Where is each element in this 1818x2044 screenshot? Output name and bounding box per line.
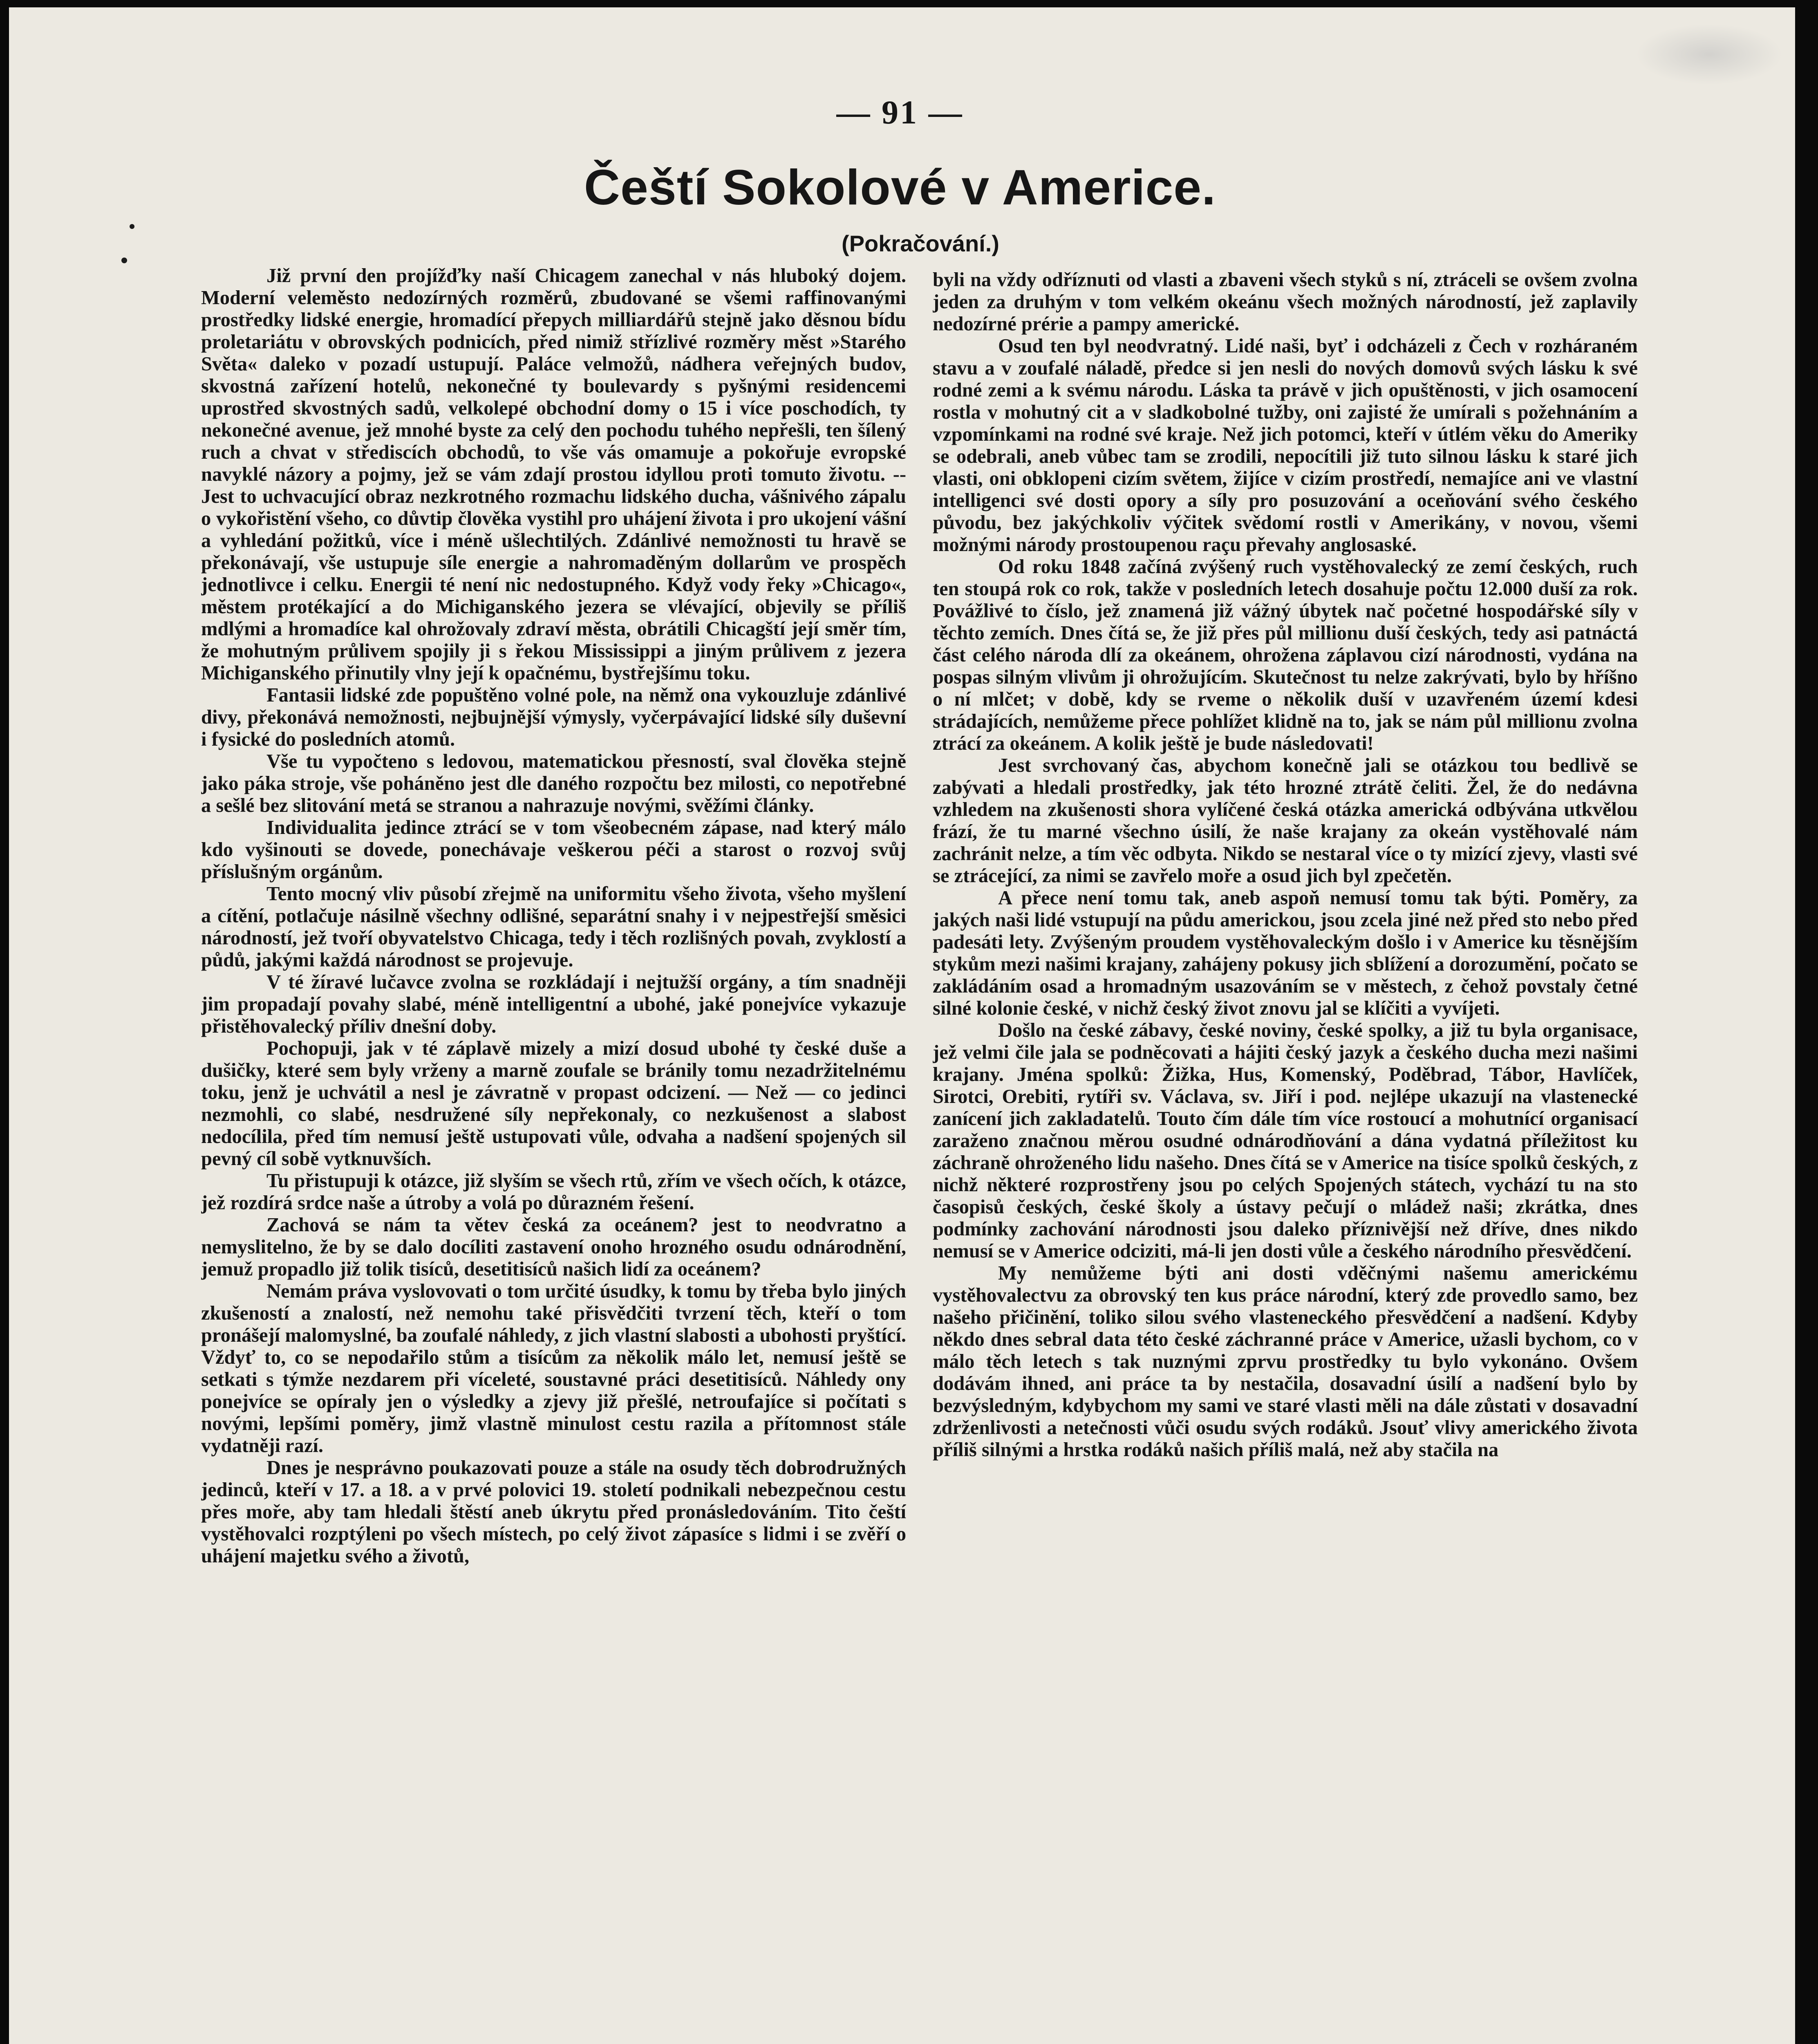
paragraph: Zachová se nám ta větev česká za oceánem? jest to neodvratno a nemyslitelno, že by se dalo docíliti zastavení onoho hrozného osudu odnárodnění, jemuž propadlo již tolik tisíců, desetitisíců našich lidí za oceánem?	[201, 1214, 906, 1280]
paragraph: Fantasii lidské zde popuštěno volné pole, na němž ona vykouzluje zdánlivé divy, překonává nemožnosti, nejbujnější výmysly, vyčerpávající lidské síly duševní i fysické do posledních atomů.	[201, 684, 906, 750]
paragraph: Tu přistupuji k otázce, již slyším se všech rtů, zřím ve všech očích, k otázce, jež rozdírá srdce naše a útroby a volá po důrazném řešení.	[201, 1170, 906, 1214]
paragraph: V té žíravé lučavce zvolna se rozkládají i nejtužší orgány, a tím snadněji jim propadají povahy slabé, méně intelligentní a ubohé, jaké ponejvíce vykazuje přistěhovalecký příliv dnešní doby.	[201, 971, 906, 1037]
right-column	[933, 269, 1638, 2044]
article-title: Čeští Sokolové v Americe.	[584, 159, 1216, 215]
page-number: — 91 —	[836, 94, 964, 131]
left-column	[201, 265, 906, 2044]
article-subtitle: (Pokračování.)	[842, 231, 999, 256]
scanned-page	[9, 7, 1795, 2044]
paragraph: Pochopuji, jak v té záplavě mizely a mizí dosud ubohé ty české duše a dušičky, které sem byly vrženy a marně zoufale se bránily tomu nezadržitelnému toku, jenž je uchvátil a nesl je závratně v propast odcizení. — Než — co jedinci nezmohli, co slabé, nesdružené síly nepřekonaly, co nezkušenost a slabost nedocílila, před tím nemusí ještě ustupovati vůle, odvaha a nadšení spojených sil pevný cíl sobě vytknuvších.	[201, 1038, 906, 1170]
paragraph: Došlo na české zábavy, české noviny, české spolky, a již tu byla organisace, jež velmi čile jala se podněcovati a hájiti český jazyk a českého ducha mezi našimi krajany. Jména spolků: Žižka, Hus, Komenský, Poděbrad, Tábor, Havlíček, Sirotci, Orebiti, rytíři sv. Václava, sv. Jiří i pod. nejlépe ukazují na vlastenecké zanícení jich zakladatelů. Touto čím dále tím více rostoucí a mohutnící organisací zaraženo značnou měrou osudné odnárodňování a dána vydatná příležitost ku záchraně ohroženého lidu našeho. Dnes čítá se v Americe na tisíce spolků českých, z nichž některé rozprostřeny jsou po celých Spojených státech, vychází tu na sto časopisů českých, české školy a ústavy pečují o mládež naši; zkrátka, dnes podmínky zachování národnosti jsou daleko příznivější než dříve, dnes nikdo nemusí se v Americe odciziti, má-li jen dosti vůle a českého národního přesvědčení.	[933, 1020, 1638, 1262]
paragraph: Již první den projížďky naší Chicagem zanechal v nás hluboký dojem. Moderní veleměsto nedozírných rozměrů, zbudované se všemi raffinovanými prostředky lidské energie, hromadící přepych milliardářů stejně jako děsnou bídu proletariátu v obrovských podnicích, před nimiž střízlivé rozměry měst »Starého Světa« daleko v pozadí ustupují. Paláce velmožů, nádhera veřejných budov, skvostná zařízení hotelů, nekonečné ty boulevardy s pyšnými residencemi uprostřed skvostných sadů, velkolepé obchodní domy o 15 i více poschodích, ty nekonečné avenue, jež mnohé byste za celý den pochodu tuhého nepřešli, ten šílený ruch a chvat v střediscích obchodů, to vše vás omamuje a pokořuje evropské navyklé názory a pojmy, jež se vám zdají prostou idyllou proti tomuto životu. -- Jest to uchvacující obraz nezkrotného rozmachu lidského ducha, vášnivého zápalu o vykořistění všeho, co důvtip člověka vystihl pro uhájení života i pro ukojení vášní a vyhledání požitků, více i méně ušlechtilých. Zdánlivé nemožnosti tu hravě se překonávají, vše ustupuje síle energie a nahromaděným dollarům ve prospěch jednotlivce i celku. Energii té není nic nedostupného. Když vody řeky »Chicago«, městem protékající a do Michiganského jezera se vlévající, objevily se příliš mdlými a hromadíce kal ohrožovaly zdraví města, obrátili Chicagští její směr tím, že mohutným průlivem spojily ji s řekou Mississippi a jiným průlivem z jezera Michiganského přinutily vlny její k opačnému, bystřejšímu toku.	[201, 265, 906, 684]
paragraph: Tento mocný vliv působí zřejmě na uniformitu všeho života, všeho myšlení a cítění, potlačuje násilně všechny odlišné, separátní snahy i v nejpestřejší směsici národností, jež tvoří obyvatelstvo Chicaga, tedy i těch rozlišných povah, zvyklostí a půdů, jakými každá národnost se projevuje.	[201, 883, 906, 971]
paragraph: Od roku 1848 začíná zvýšený ruch vystěhovalecký ze zemí českých, ruch ten stoupá rok co rok, takže v posledních letech dosahuje počtu 12.000 duší za rok. Povážlivé to číslo, jež znamená již vážný úbytek nač početné hospodářské síly v těchto zemích. Dnes čítá se, že již přes půl millionu duší českých, tedy asi patnáctá část celého národa dlí za okeánem, ohrožena záplavou cizí národnosti, vydána na pospas silným vlivům ji ohrožujícím. Skutečnost tu nelze zakrývati, bylo by hříšno o ní mlčet; v době, kdy se rveme o několik duší v uzavřeném území kdesi strádajících, nemůžeme přece pohlížet klidně na to, jak se nám půl millionu zvolna ztrácí za okeánem. A kolik ještě je bude následovati!	[933, 556, 1638, 754]
paragraph: Osud ten byl neodvratný. Lidé naši, byť i odcházeli z Čech v rozháraném stavu a v zoufalé náladě, předce si jen nesli do nových domovů svých lásku k své rodné zemi a k svému národu. Láska ta právě v jich opuštěnosti, v jich osamocení rostla v mohutný cit a v sladkobolné tužby, oni zajisté že umírali s požehnáním a vzpomínkami na rodné své kraje. Než jich potomci, kteří v útlém věku do Ameriky se odebrali, aneb vůbec tam se zrodili, nepocítili již tuto silnou lásku k staré jich vlasti, oni obklopeni cizím světem, žijíce v cizím prostředí, nemajíce ani ve vlastní intelligenci své dosti opory a síly pro posuzování a oceňování svého českého původu, bez jakýchkoliv výčitek svědomí rostli v Amerikány, v novou, všemi možnými národy prostoupenou raçu převahy anglosaské.	[933, 335, 1638, 556]
paragraph: Individualita jedince ztrácí se v tom všeobecném zápase, nad který málo kdo vyšinouti se dovede, ponechávaje veškerou péči a starost o rozvoj svůj příslušným orgánům.	[201, 817, 906, 883]
paragraph: Dnes je nesprávno poukazovati pouze a stále na osudy těch dobrodružných jedinců, kteří v 17. a 18. a v prvé polovici 19. století podnikali nebezpečnou cestu přes moře, aby tam hledali štěstí aneb úkrytu před pronásledováním. Tito čeští vystěhovalci rozptýleni po všech místech, po celý život zápasíce s lidmi i se zvěří o uhájení majetku svého a životů,	[201, 1457, 906, 1567]
paragraph: A přece není tomu tak, aneb aspoň nemusí tomu tak býti. Poměry, za jakých naši lidé vstupují na půdu americkou, jsou zcela jiné než před sto nebo před padesáti lety. Zvýšeným proudem vystěhovaleckým došlo i v Americe ku těsnějším stykům mezi našimi krajany, zahájeny pokusy jich sblížení a dorozumění, počato se zakládáním osad a hromadným usazováním se v městech, z čehož povstaly četné silné kolonie české, v nichž český život znovu jal se klíčiti a vyvíjeti.	[933, 887, 1638, 1019]
paragraph: Jest svrchovaný čas, abychom konečně jali se otázkou tou bedlivě se zabývati a hledali prostředky, jak této hrozné ztrátě čeliti. Žel, že do nedávna vzhledem na zkušenosti shora vylíčené česká otázka americká odbývána utkvělou frází, že tu marné všechno úsilí, že naše krajany za okeán vystěhovalé nám zachránit nelze, a tím věc odbyta. Nikdo se nestaral více o ty mizící zjevy, vlasti své se ztrácející, za nimi se zavřelo moře a osud jich byl zpečetěn.	[933, 755, 1638, 887]
paragraph: byli na vždy odříznuti od vlasti a zbaveni všech styků s ní, ztráceli se ovšem zvolna jeden za druhým v tom velkém okeánu všech možných národností, jež zaplavily nedozírné prérie a pampy americké.	[933, 269, 1638, 335]
paragraph: My nemůžeme býti ani dosti vděčnými našemu americkému vystěhovalectvu za obrovský ten kus práce národní, který zde provedlo samo, bez našeho přičinění, toliko silou svého vlasteneckého přesvědčení a nadšení. Kdyby někdo dnes sebral data této české záchranné práce v Americe, užasli bychom, co v málo těch letech s tak nuznými zprvu prostředky tu bylo vykonáno. Ovšem dodávám ihned, ani práce ta by nestačila, dosavadní úsilí a nadšení bylo by bezvýsledným, kdybychom my sami ve staré vlasti měli na dále zůstati v dosavadní zdrženlivosti a netečnosti vůči osudu svých rodáků. Jsouť vlivy amerického života příliš silnými a hrstka rodáků našich příliš malá, než aby stačila na	[933, 1262, 1638, 1461]
paragraph: Nemám práva vyslovovati o tom určité úsudky, k tomu by třeba bylo jiných zkušeností a znalostí, než nemohu také přisvědčiti tvrzení těch, kteří o tom pronášejí malomyslné, ba zoufalé náhledy, z jich vlastní slabosti a ubohosti pryštící. Vždyť to, co se nepodařilo stům a tisícům za několik málo let, nemusí ještě se setkati s týmže nezdarem při víceleté, soustavné práci desetitisíců. Náhledy ony ponejvíce se opíraly jen o výsledky a zjevy již přešlé, netroufajíce si počítati s novými, lepšími poměry, jimž vlastně minulost cestu razila a přítomnost stále vydatněji razí.	[201, 1280, 906, 1457]
paragraph: Vše tu vypočteno s ledovou, matematickou přesností, sval člověka stejně jako páka stroje, vše poháněno jest dle daného rozpočtu bez milosti, co nepotřebné a sešlé bez slitování metá se stranou a nahrazuje novými, svěžími články.	[201, 751, 906, 816]
document-body	[9, 7, 1795, 2044]
